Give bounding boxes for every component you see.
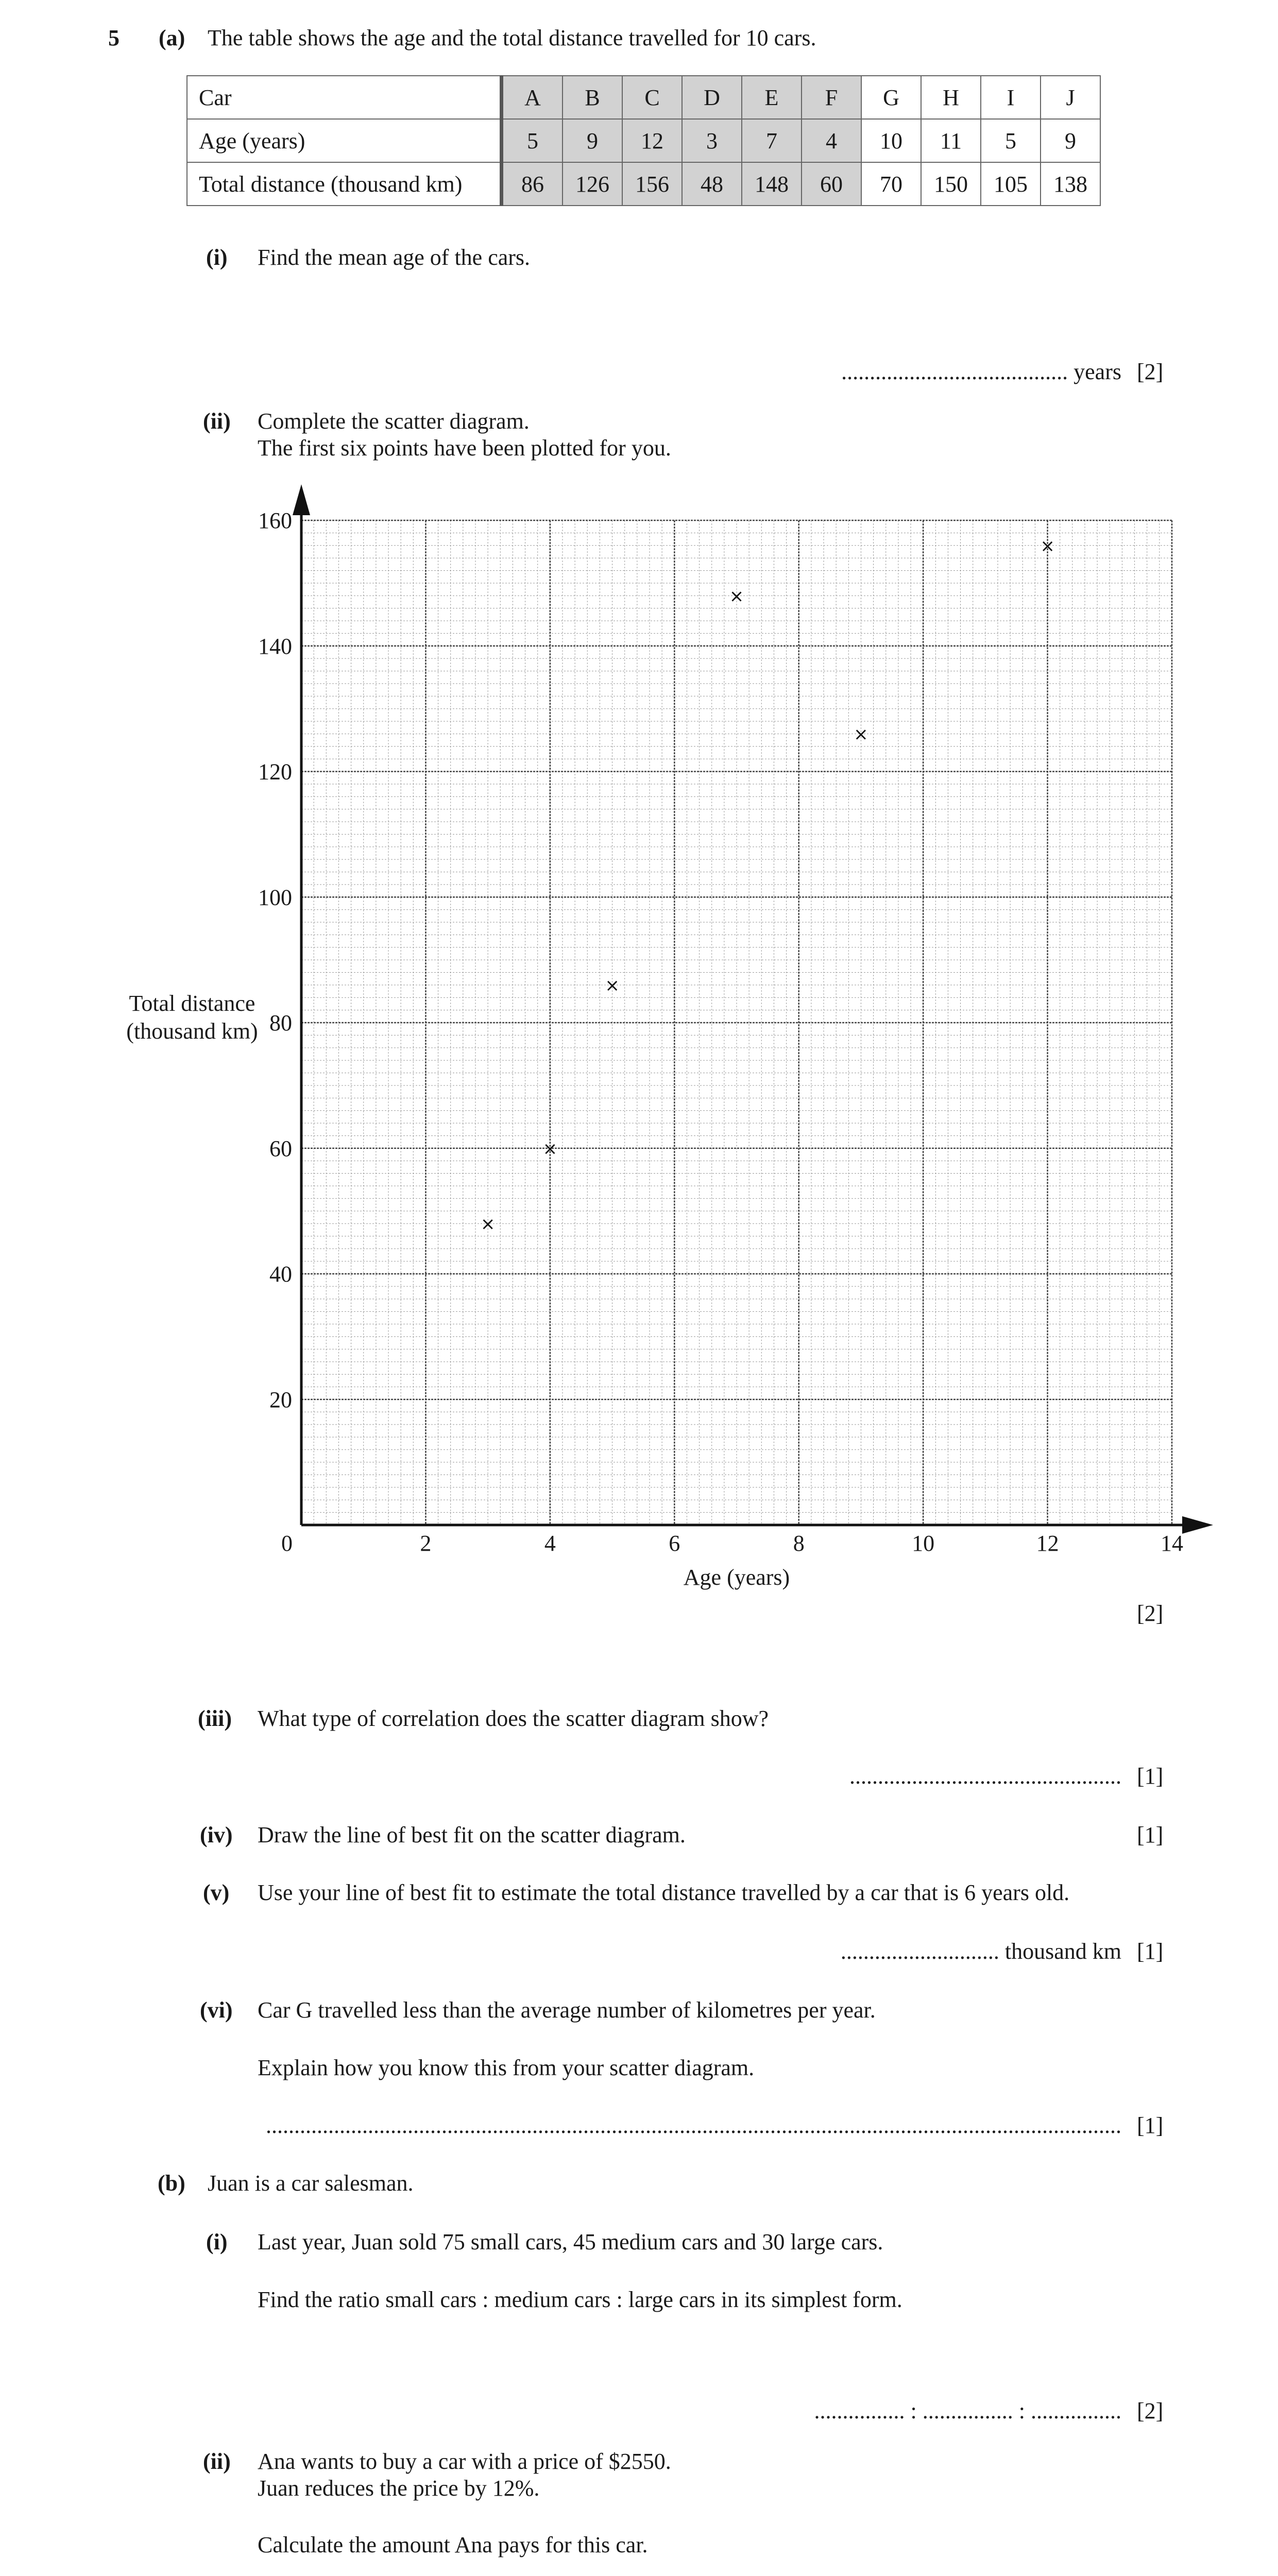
distance-cell: 86 <box>502 162 563 206</box>
y-tick-label: 40 <box>269 1261 292 1287</box>
y-tick-label: 20 <box>269 1387 292 1413</box>
car-cell: E <box>742 76 802 119</box>
y-tick-label: 140 <box>258 633 292 659</box>
data-point-cross: × <box>854 724 868 745</box>
question-number: 5 <box>108 25 120 50</box>
x-tick-label: 8 <box>793 1531 805 1556</box>
data-point-cross: × <box>729 586 744 607</box>
b-i-text1: Last year, Juan sold 75 small cars, 45 medium cars and 30 large cars. <box>258 2229 883 2255</box>
x-tick-label: 4 <box>544 1531 556 1556</box>
age-cell: 3 <box>682 119 742 162</box>
distance-cell: 70 <box>861 162 921 206</box>
distance-cell: 126 <box>563 162 622 206</box>
a-ii-label: (ii) <box>203 409 231 434</box>
age-cell: 4 <box>802 119 861 162</box>
a-v-text: Use your line of best fit to estimate the total distance travelled by a car that is 6 years old. <box>258 1880 1070 1905</box>
distance-cell: 48 <box>682 162 742 206</box>
b-ii-label: (ii) <box>203 2449 231 2474</box>
a-v-label: (v) <box>203 1880 230 1905</box>
distance-cell: 105 <box>981 162 1041 206</box>
b-ii-text3: Calculate the amount Ana pays for this car. <box>258 2532 648 2557</box>
a-vi-answer-line[interactable]: ....................................................................................................................................................... <box>266 2113 1121 2138</box>
age-cell: 12 <box>622 119 682 162</box>
x-tick-label: 2 <box>420 1531 432 1556</box>
a-i-marks: [2] <box>1137 359 1164 384</box>
age-cell: 9 <box>1041 119 1100 162</box>
b-ii-text1: Ana wants to buy a car with a price of $2550. <box>258 2449 671 2474</box>
a-v-answer-line[interactable]: ............................ thousand km <box>840 1939 1121 1964</box>
a-vi-marks: [1] <box>1137 2113 1164 2138</box>
age-cell: 10 <box>861 119 921 162</box>
row-header-distance: Total distance (thousand km) <box>187 162 502 206</box>
part-b-intro: Juan is a car salesman. <box>208 2171 414 2196</box>
data-point-cross: × <box>480 1214 496 1234</box>
car-cell: C <box>622 76 682 119</box>
data-point-cross: × <box>542 1138 558 1159</box>
row-header-car: Car <box>187 76 502 119</box>
car-cell: D <box>682 76 742 119</box>
data-point-cross: × <box>605 975 620 996</box>
a-ii-marks: [2] <box>1137 1601 1164 1626</box>
car-cell: F <box>802 76 861 119</box>
b-ii-text2: Juan reduces the price by 12%. <box>258 2476 540 2501</box>
car-cell: G <box>861 76 921 119</box>
data-point-cross: × <box>1040 535 1055 556</box>
a-iii-marks: [1] <box>1137 1764 1164 1789</box>
y-axis-arrow <box>293 484 310 515</box>
x-tick-label: 12 <box>1036 1531 1059 1556</box>
b-i-label: (i) <box>206 2229 228 2255</box>
b-i-marks: [2] <box>1137 2398 1164 2424</box>
y-tick-label: 100 <box>258 885 292 910</box>
a-ii-text1: Complete the scatter diagram. <box>258 409 530 434</box>
car-cell: H <box>921 76 981 119</box>
distance-cell: 60 <box>802 162 861 206</box>
part-b-label: (b) <box>158 2171 185 2196</box>
b-i-text2: Find the ratio small cars : medium cars : large cars in its simplest form. <box>258 2287 902 2312</box>
distance-cell: 138 <box>1041 162 1100 206</box>
car-cell: I <box>981 76 1041 119</box>
a-i-answer-line[interactable]: ........................................ years <box>841 359 1121 384</box>
x-tick-label: 0 <box>281 1531 293 1556</box>
a-ii-text2: The first six points have been plotted for you. <box>258 435 671 461</box>
data-points <box>481 536 1055 1234</box>
a-iii-answer-line[interactable]: ................................................ <box>849 1764 1121 1789</box>
age-cell: 5 <box>502 119 563 162</box>
y-axis-label-line2: (thousand km) <box>126 1019 258 1044</box>
row-header-age: Age (years) <box>187 119 502 162</box>
a-vi-text1: Car G travelled less than the average number of kilometres per year. <box>258 1997 876 2023</box>
a-iv-marks: [1] <box>1137 1822 1164 1848</box>
car-cell: A <box>502 76 563 119</box>
y-tick-label: 160 <box>258 508 292 533</box>
a-iii-text: What type of correlation does the scatter diagram show? <box>258 1706 769 1731</box>
car-cell: B <box>563 76 622 119</box>
age-cell: 9 <box>563 119 622 162</box>
part-a-label: (a) <box>159 25 185 50</box>
distance-cell: 148 <box>742 162 802 206</box>
a-i-text: Find the mean age of the cars. <box>258 245 531 270</box>
x-tick-label: 10 <box>912 1531 935 1556</box>
y-tick-label: 120 <box>258 759 292 785</box>
x-tick-label: 6 <box>669 1531 680 1556</box>
a-vi-text2: Explain how you know this from your scatter diagram. <box>258 2055 755 2080</box>
a-vi-label: (vi) <box>200 1997 233 2023</box>
y-tick-label: 80 <box>269 1010 292 1036</box>
a-v-marks: [1] <box>1137 1939 1164 1964</box>
age-cell: 5 <box>981 119 1041 162</box>
tick-labels <box>258 508 1183 1556</box>
a-iv-text: Draw the line of best fit on the scatter diagram. <box>258 1822 686 1848</box>
a-iii-label: (iii) <box>198 1706 232 1731</box>
age-cell: 11 <box>921 119 981 162</box>
b-i-answer-line[interactable]: ................ : ................ : ................ <box>814 2398 1121 2424</box>
x-axis-label: Age (years) <box>683 1565 790 1590</box>
car-cell: J <box>1041 76 1100 119</box>
y-axis-label-line1: Total distance <box>129 991 255 1016</box>
distance-cell: 150 <box>921 162 981 206</box>
y-tick-label: 60 <box>269 1136 292 1161</box>
part-a-intro: The table shows the age and the total distance travelled for 10 cars. <box>208 25 816 50</box>
x-tick-label: 14 <box>1161 1531 1183 1556</box>
a-i-label: (i) <box>206 245 228 270</box>
a-iv-label: (iv) <box>200 1822 233 1848</box>
x-axis-arrow <box>1182 1516 1213 1534</box>
age-cell: 7 <box>742 119 802 162</box>
distance-cell: 156 <box>622 162 682 206</box>
axes <box>293 484 1213 1534</box>
